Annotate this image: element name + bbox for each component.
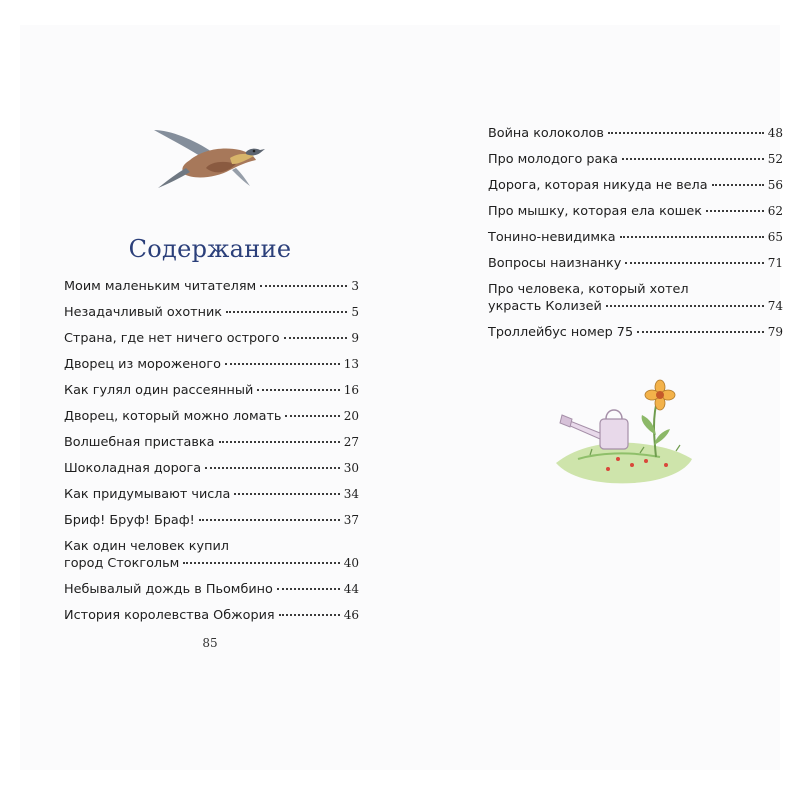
dot-leader	[706, 210, 764, 212]
dot-leader	[608, 132, 764, 134]
dot-leader	[257, 389, 339, 391]
toc-entry	[488, 281, 783, 315]
toc-entry	[488, 203, 783, 220]
dot-leader	[620, 236, 764, 238]
toc-left-column	[64, 278, 359, 633]
toc-entry-title: Моим маленьким читателям	[64, 279, 257, 294]
toc-entry	[64, 538, 359, 572]
toc-entry-page: 5	[351, 305, 359, 319]
toc-entry-title: Тонино-невидимка	[488, 230, 616, 245]
toc-entry-title: Страна, где нет ничего острого	[64, 331, 280, 346]
toc-entry-title: Как гулял один рассеянный	[64, 383, 254, 398]
toc-entry	[488, 125, 783, 142]
toc-entry	[64, 408, 359, 425]
toc-entry-title: Бриф! Бруф! Браф!	[64, 513, 195, 528]
toc-entry-title: Шоколадная дорога	[64, 461, 202, 476]
dot-leader	[226, 311, 347, 313]
toc-entry	[64, 382, 359, 399]
toc-entry-title: город Стокгольм	[64, 556, 180, 571]
toc-entry-page: 65	[767, 230, 783, 244]
toc-entry	[64, 434, 359, 451]
toc-entry	[64, 304, 359, 321]
dot-leader	[606, 305, 764, 307]
toc-entry	[488, 229, 783, 246]
contents-title: Содержание	[128, 235, 292, 263]
toc-entry	[64, 581, 359, 598]
toc-entry-title: Волшебная приставка	[64, 435, 215, 450]
dot-leader	[637, 331, 764, 333]
toc-entry	[488, 151, 783, 168]
toc-entry-title: Как один человек купил	[64, 539, 229, 554]
toc-entry-page: 62	[767, 204, 783, 218]
toc-entry-title: Про мышку, которая ела кошек	[488, 204, 702, 219]
toc-entry-page: 74	[767, 299, 783, 313]
toc-entry	[64, 512, 359, 529]
dot-leader	[199, 519, 340, 521]
toc-entry	[64, 330, 359, 347]
dot-leader	[234, 493, 339, 495]
toc-entry-title: Троллейбус номер 75	[488, 325, 634, 340]
toc-entry-page: 20	[343, 409, 359, 423]
toc-entry-page: 71	[767, 256, 783, 270]
dot-leader	[225, 363, 340, 365]
toc-entry-page: 40	[343, 556, 359, 570]
dot-leader	[219, 441, 340, 443]
watering-can-flower-illustration	[548, 375, 698, 490]
dot-leader	[625, 262, 763, 264]
dot-leader	[622, 158, 764, 160]
toc-entry-page: 44	[343, 582, 359, 596]
toc-entry-page: 3	[351, 279, 359, 293]
toc-entry-title: Дворец из мороженого	[64, 357, 221, 372]
toc-entry	[488, 177, 783, 194]
toc-entry-page: 34	[343, 487, 359, 501]
toc-entry-title: Про человека, который хотел	[488, 282, 689, 297]
toc-entry-page: 30	[343, 461, 359, 475]
toc-entry-page: 52	[767, 152, 783, 166]
dot-leader	[205, 467, 340, 469]
toc-entry-page: 13	[343, 357, 359, 371]
toc-entry-page: 56	[767, 178, 783, 192]
dot-leader	[277, 588, 340, 590]
book-spread	[20, 25, 783, 770]
toc-entry-title: украсть Колизей	[488, 299, 602, 314]
toc-entry-page: 48	[767, 126, 783, 140]
toc-entry-title: Дворец, который можно ломать	[64, 409, 282, 424]
dot-leader	[712, 184, 764, 186]
toc-right-column	[488, 125, 783, 350]
toc-entry-title: Вопросы наизнанку	[488, 256, 622, 271]
toc-entry-title: Незадачливый охотник	[64, 305, 223, 320]
toc-entry-title: История королевства Обжория	[64, 608, 275, 623]
toc-entry	[64, 486, 359, 503]
dot-leader	[285, 415, 339, 417]
page-number: 85	[202, 636, 218, 650]
toc-entry-title: Небывалый дождь в Пьомбино	[64, 582, 273, 597]
toc-entry-title: Дорога, которая никуда не вела	[488, 178, 708, 193]
toc-entry-page: 79	[767, 325, 783, 339]
toc-entry	[64, 607, 359, 624]
toc-entry-page: 37	[343, 513, 359, 527]
dot-leader	[183, 562, 339, 564]
dot-leader	[284, 337, 348, 339]
toc-entry-page: 27	[343, 435, 359, 449]
toc-entry	[64, 356, 359, 373]
dot-leader	[260, 285, 347, 287]
toc-entry	[488, 255, 783, 272]
toc-entry-page: 46	[343, 608, 359, 622]
toc-entry	[488, 324, 783, 341]
toc-entry	[64, 278, 359, 295]
toc-entry-page: 9	[351, 331, 359, 345]
toc-entry-title: Как придумывают числа	[64, 487, 231, 502]
toc-entry-page: 16	[343, 383, 359, 397]
toc-entry	[64, 460, 359, 477]
dot-leader	[279, 614, 340, 616]
flying-bird-illustration	[150, 122, 265, 194]
toc-entry-title: Про молодого рака	[488, 152, 618, 167]
toc-entry-title: Война колоколов	[488, 126, 604, 141]
